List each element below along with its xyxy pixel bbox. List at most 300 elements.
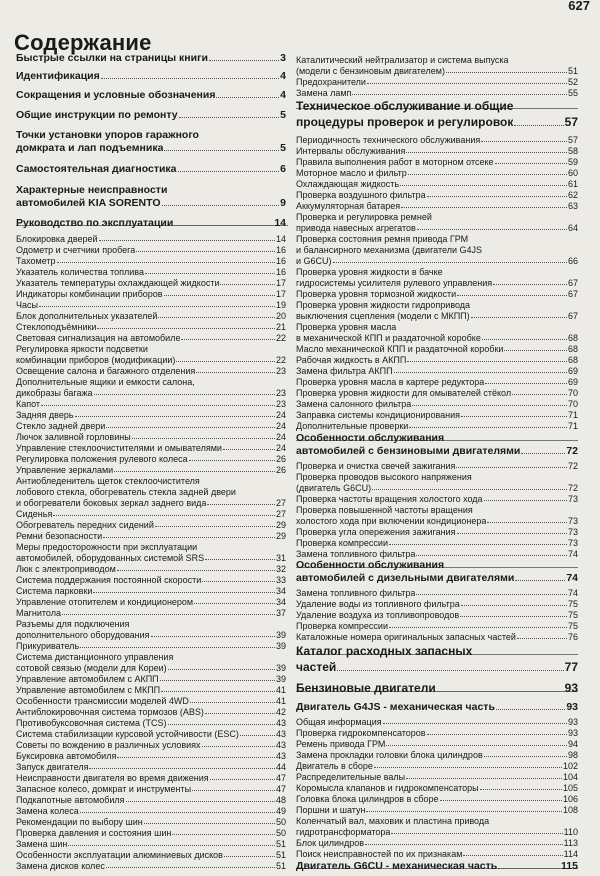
toc-entry-page: 3 (280, 52, 286, 64)
toc-entry-title: частей (296, 660, 337, 674)
toc-entry[interactable] (16, 783, 286, 794)
toc-entry[interactable] (16, 215, 286, 229)
toc-leader-dots (162, 205, 280, 206)
toc-entry-title: Тахометр (16, 256, 56, 266)
toc-leader-dots (514, 125, 563, 126)
toc-entry-page: 73 (567, 516, 578, 526)
toc-entry[interactable] (296, 598, 578, 609)
toc-entry-page: 22 (275, 355, 286, 365)
toc-entry-title: Предохранители (296, 77, 366, 87)
toc-entry[interactable] (16, 618, 286, 629)
toc-entry-title: Антиобледенитель щеток стеклоочистителя (16, 476, 200, 486)
toc-entry[interactable] (16, 486, 286, 497)
toc-entry-page: 14 (274, 217, 286, 229)
toc-entry[interactable] (16, 497, 286, 508)
toc-entry-page: 43 (275, 729, 286, 739)
toc-entry[interactable] (16, 195, 286, 209)
toc-leader-dots (117, 570, 275, 571)
toc-entry-page: 68 (567, 355, 578, 365)
toc-entry[interactable] (16, 107, 286, 121)
toc-entry-page: 24 (275, 410, 286, 420)
toc-entry[interactable] (296, 760, 578, 771)
toc-leader-dots (224, 856, 275, 857)
toc-entry[interactable] (296, 398, 578, 409)
toc-entry-page: 43 (275, 718, 286, 728)
toc-entry-page: 76 (567, 632, 578, 642)
toc-entry-page: 26 (275, 465, 286, 475)
toc-entry-title: Рабочая жидкость в АКПП (296, 355, 407, 365)
toc-entry-page: 77 (564, 660, 578, 674)
toc-entry[interactable] (16, 805, 286, 816)
toc-entry[interactable] (16, 508, 286, 519)
toc-entry[interactable] (16, 255, 286, 266)
toc-entry-title: Проверка повышенной частоты вращения (296, 505, 473, 515)
toc-entry[interactable] (296, 837, 578, 848)
toc-entry[interactable] (296, 266, 578, 277)
toc-entry-page: 67 (567, 311, 578, 321)
toc-entry[interactable] (16, 629, 286, 640)
toc-entry-page: 47 (275, 773, 286, 783)
toc-entry-title: Проверка уровня жидкости для омывателей стёкол (296, 388, 512, 398)
toc-entry-title: дикобразы багажа (16, 388, 93, 398)
toc-entry[interactable] (16, 332, 286, 343)
toc-entry-title: автомобилей KIA SORENTO (16, 197, 161, 209)
toc-entry[interactable] (296, 200, 578, 211)
toc-leader-dots (504, 350, 567, 351)
toc-entry[interactable] (16, 365, 286, 376)
toc-entry-title: Проверка угла опережения зажигания (296, 527, 456, 537)
toc-leader-dots (463, 855, 562, 856)
toc-entry-title: Самостоятельная диагностика (16, 163, 177, 175)
toc-entry[interactable] (16, 354, 286, 365)
page-number: 627 (568, 0, 590, 13)
toc-entry[interactable] (296, 65, 578, 76)
toc-leader-dots (427, 734, 567, 735)
toc-entry-page: 23 (275, 366, 286, 376)
toc-entry[interactable] (296, 858, 578, 872)
toc-entry[interactable] (296, 332, 578, 343)
toc-entry[interactable] (296, 515, 578, 526)
toc-leader-dots (487, 522, 567, 523)
toc-leader-dots (174, 225, 273, 226)
toc-entry[interactable] (16, 387, 286, 398)
toc-leader-dots (210, 779, 275, 780)
toc-entry[interactable] (16, 717, 286, 728)
toc-entry-title: Блок цилиндров (296, 838, 365, 848)
toc-entry-page: 43 (275, 740, 286, 750)
toc-entry[interactable] (16, 552, 286, 563)
toc-entry-title: Проверка уровня масла (296, 322, 397, 332)
toc-entry-title: Проверка и очистка свечей зажигания (296, 461, 456, 471)
toc-entry[interactable] (296, 727, 578, 738)
toc-entry-page: 61 (567, 179, 578, 189)
toc-entry[interactable] (296, 222, 578, 233)
toc-entry[interactable] (16, 233, 286, 244)
toc-leader-dots (196, 372, 275, 373)
toc-entry-page: 102 (562, 761, 578, 771)
toc-entry[interactable] (16, 475, 286, 486)
toc-entry[interactable] (16, 244, 286, 255)
toc-leader-dots (194, 603, 275, 604)
toc-entry-title: Проверка гидрокомпенсаторов (296, 728, 426, 738)
toc-entry[interactable] (16, 442, 286, 453)
toc-entry-title: Быстрые ссылки на страницы книги (16, 52, 208, 64)
toc-entry[interactable] (16, 739, 286, 750)
toc-entry-title: Общие инструкции по ремонту (16, 109, 178, 121)
toc-entry-page: 93 (567, 728, 578, 738)
toc-entry-page: 50 (275, 828, 286, 838)
toc-entry-title: Замена ламп (296, 88, 352, 98)
toc-entry[interactable] (296, 771, 578, 782)
toc-entry-title: домкрата и лап подъемника (16, 142, 164, 154)
toc-entry[interactable] (16, 140, 286, 154)
toc-entry[interactable] (16, 662, 286, 673)
toc-entry[interactable] (16, 794, 286, 805)
toc-entry-page: 41 (275, 696, 286, 706)
toc-entry-title: Часы (16, 300, 38, 310)
toc-entry[interactable] (296, 376, 578, 387)
toc-entry[interactable] (296, 815, 578, 826)
toc-leader-dots (181, 339, 275, 340)
toc-entry[interactable] (296, 631, 578, 642)
toc-entry-title: Задняя дверь (16, 410, 74, 420)
toc-entry-page: 72 (567, 483, 578, 493)
toc-entry-title: Проверка компрессии (296, 538, 388, 548)
toc-entry[interactable] (296, 76, 578, 87)
toc-entry[interactable] (16, 772, 286, 783)
toc-entry-page: 93 (566, 701, 578, 713)
toc-entry-title: Сиденья (16, 509, 53, 519)
toc-entry[interactable] (16, 299, 286, 310)
toc-entry[interactable] (16, 563, 286, 574)
toc-entry[interactable] (296, 679, 578, 695)
toc-entry[interactable] (16, 541, 286, 552)
toc-entry-page: 71 (567, 410, 578, 420)
toc-entry[interactable] (16, 728, 286, 739)
toc-entry-page: 69 (567, 366, 578, 376)
toc-entry[interactable] (296, 804, 578, 815)
toc-entry[interactable] (296, 526, 578, 537)
toc-entry[interactable] (296, 211, 578, 222)
toc-entry[interactable] (296, 482, 578, 493)
toc-entry-title: Каталог расходных запасных (296, 644, 473, 658)
toc-entry[interactable] (16, 849, 286, 860)
toc-leader-dots (484, 756, 567, 757)
toc-entry-title: выключения сцепления (модели с МКПП) (296, 311, 470, 321)
toc-entry[interactable] (16, 761, 286, 772)
toc-leader-dots (400, 185, 567, 186)
toc-entry-title: Указатель температуры охлаждающей жидкости (16, 278, 220, 288)
toc-leader-dots (155, 526, 275, 527)
toc-leader-dots (461, 605, 567, 606)
toc-entry-title: Проверка проводов высокого напряжения (296, 472, 472, 482)
toc-leader-dots (89, 768, 275, 769)
toc-entry-page: 68 (567, 344, 578, 354)
toc-entry-title: лобового стекла, обогреватель стекла задней двери (16, 487, 236, 497)
toc-entry-title: Система стабилизации курсовой устойчивости (ESC) (16, 729, 239, 739)
toc-entry-page: 34 (275, 586, 286, 596)
toc-entry[interactable] (296, 642, 578, 658)
toc-entry-title: в механической КПП и раздаточной коробке (296, 333, 481, 343)
toc-leader-dots (168, 724, 275, 725)
toc-entry[interactable] (296, 826, 578, 837)
toc-entry-title: Точки установки упоров гаражного (16, 129, 199, 141)
toc-entry-title: Аккумуляторная батарея (296, 201, 401, 211)
toc-entry[interactable] (16, 321, 286, 332)
toc-entry[interactable] (16, 50, 286, 64)
toc-entry[interactable] (16, 68, 286, 82)
toc-entry[interactable] (296, 716, 578, 727)
toc-entry-title: Удаление воды из топливного фильтра (296, 599, 460, 609)
toc-entry[interactable] (16, 750, 286, 761)
toc-entry[interactable] (16, 127, 286, 141)
toc-entry[interactable] (296, 321, 578, 332)
toc-entry-title: Обогреватель передних сидений (16, 520, 154, 530)
toc-entry-title: Проверка воздушного фильтра (296, 190, 426, 200)
toc-entry-title: Блок дополнительных указателей (16, 311, 158, 321)
toc-entry-page: 110 (563, 827, 578, 837)
toc-entry-page: 6 (280, 163, 286, 175)
toc-entry[interactable] (296, 782, 578, 793)
toc-entry-title: Капот (16, 399, 41, 409)
toc-entry[interactable] (296, 189, 578, 200)
toc-leader-dots (394, 372, 567, 373)
toc-leader-dots (205, 559, 275, 560)
toc-entry-title: Замена прокладки головки блока цилиндров (296, 750, 483, 760)
toc-leader-dots (172, 834, 275, 835)
toc-leader-dots (132, 438, 275, 439)
toc-entry-page: 70 (567, 388, 578, 398)
toc-entry-title: Ремни безопасности (16, 531, 103, 541)
toc-entry[interactable] (296, 557, 578, 571)
toc-entry[interactable] (296, 354, 578, 365)
toc-entry[interactable] (16, 420, 286, 431)
toc-entry[interactable] (296, 244, 578, 255)
toc-entry-page: 27 (275, 498, 286, 508)
toc-entry-title: сотовой связью (модели для Кореи) (16, 663, 167, 673)
toc-entry[interactable] (296, 167, 578, 178)
toc-entry[interactable] (296, 793, 578, 804)
toc-entry-page: 52 (567, 77, 578, 87)
toc-entry-title: Подкапотные автомобиля (16, 795, 125, 805)
toc-leader-dots (136, 251, 275, 252)
toc-leader-dots (240, 735, 275, 736)
toc-entry[interactable] (296, 288, 578, 299)
toc-entry[interactable] (16, 684, 286, 695)
toc-entry[interactable] (296, 113, 578, 129)
toc-entry[interactable] (296, 134, 578, 145)
toc-entry-title: Особенности обслуживания (296, 559, 445, 571)
toc-entry[interactable] (16, 453, 286, 464)
toc-entry[interactable] (296, 609, 578, 620)
toc-leader-dots (389, 627, 567, 628)
toc-entry[interactable] (296, 699, 578, 713)
toc-entry[interactable] (296, 493, 578, 504)
toc-entry[interactable] (16, 695, 286, 706)
toc-entry[interactable] (16, 596, 286, 607)
toc-entry[interactable] (16, 838, 286, 849)
toc-entry-page: 16 (275, 256, 286, 266)
toc-entry-page: 48 (275, 795, 286, 805)
toc-entry-title: Регулировка яркости подсветки (16, 344, 148, 354)
toc-leader-dots (456, 467, 567, 468)
toc-leader-dots (517, 638, 567, 639)
toc-entry[interactable] (16, 519, 286, 530)
toc-entry-page: 57 (567, 135, 578, 145)
toc-entry-title: Проверка уровня жидкости в бачке (296, 267, 443, 277)
toc-entry[interactable] (296, 504, 578, 515)
toc-entry-page: 73 (567, 538, 578, 548)
toc-entry-page: 27 (275, 509, 286, 519)
toc-entry[interactable] (16, 816, 286, 827)
toc-entry-title: Замена фильтра АКПП (296, 366, 393, 376)
toc-entry-title: привода навесных агрегатов (296, 223, 416, 233)
toc-entry[interactable] (16, 288, 286, 299)
toc-leader-dots (117, 757, 275, 758)
toc-entry-page: 5 (280, 142, 286, 154)
toc-entry[interactable] (16, 409, 286, 420)
toc-leader-dots (515, 580, 565, 581)
toc-entry[interactable] (296, 471, 578, 482)
toc-entry-title: процедуры проверок и регулировок (296, 115, 514, 129)
toc-entry[interactable] (296, 343, 578, 354)
toc-entry[interactable] (16, 343, 286, 354)
toc-entry[interactable] (16, 161, 286, 175)
toc-entry-page: 60 (567, 168, 578, 178)
toc-leader-dots (401, 207, 567, 208)
toc-leader-dots (161, 691, 275, 692)
toc-entry-title: Каталожные номера оригинальных запасных частей (296, 632, 516, 642)
toc-entry-title: Замена салонного фильтра (296, 399, 412, 409)
toc-entry[interactable] (296, 537, 578, 548)
toc-entry-page: 51 (567, 66, 578, 76)
toc-entry-page: 62 (567, 190, 578, 200)
toc-entry[interactable] (296, 460, 578, 471)
toc-entry[interactable] (296, 587, 578, 598)
toc-entry-title: Управление стеклоочистителями и омывателями (16, 443, 222, 453)
toc-entry-title: Особенности трансмиссии моделей 4WD (16, 696, 189, 706)
toc-entry[interactable] (296, 658, 578, 674)
toc-leader-dots (408, 174, 567, 175)
toc-entry-page: 41 (275, 685, 286, 695)
toc-entry-title: Дополнительные ящики и емкости салона, (16, 377, 195, 387)
toc-entry[interactable] (296, 365, 578, 376)
toc-leader-dots (461, 416, 567, 417)
toc-entry[interactable] (296, 387, 578, 398)
toc-entry[interactable] (296, 738, 578, 749)
toc-entry[interactable] (296, 620, 578, 631)
toc-entry[interactable] (296, 299, 578, 310)
toc-entry[interactable] (16, 310, 286, 321)
toc-entry[interactable] (296, 409, 578, 420)
toc-entry[interactable] (296, 54, 578, 65)
toc-entry-title: Освещение салона и багажного отделения (16, 366, 196, 376)
toc-entry[interactable] (16, 431, 286, 442)
toc-entry[interactable] (16, 860, 286, 871)
toc-leader-dots (223, 449, 275, 450)
toc-entry[interactable] (16, 651, 286, 662)
toc-entry-title: Одометр и счетчики пробега (16, 245, 136, 255)
toc-entry[interactable] (16, 607, 286, 618)
toc-leader-dots (366, 811, 562, 812)
toc-entry[interactable] (16, 464, 286, 475)
toc-entry-title: Разъемы для подключения (16, 619, 130, 629)
toc-entry-title: Рекомендации по выбору шин (16, 817, 143, 827)
toc-entry[interactable] (16, 277, 286, 288)
toc-leader-dots (498, 868, 560, 869)
toc-entry-title: и обогреватели боковых зеркал заднего вида (16, 498, 207, 508)
toc-entry[interactable] (16, 574, 286, 585)
toc-entry[interactable] (16, 87, 286, 101)
toc-entry[interactable] (296, 145, 578, 156)
toc-entry-title: Система поддержания постоянной скорости (16, 575, 202, 585)
toc-entry[interactable] (16, 530, 286, 541)
toc-entry-title: Коромысла клапанов и гидрокомпенсаторы (296, 783, 479, 793)
toc-entry-page: 74 (566, 572, 578, 584)
toc-entry[interactable] (16, 376, 286, 387)
toc-leader-dots (126, 801, 275, 802)
toc-entry[interactable] (16, 706, 286, 717)
toc-entry[interactable] (16, 398, 286, 409)
toc-leader-dots (94, 394, 275, 395)
toc-entry[interactable] (16, 640, 286, 651)
toc-leader-dots (365, 844, 563, 845)
toc-entry[interactable] (296, 255, 578, 266)
toc-entry[interactable] (296, 310, 578, 321)
toc-entry-page: 67 (567, 278, 578, 288)
toc-entry-page: 19 (275, 300, 286, 310)
toc-entry-title: Управление автомобилем с АКПП (16, 674, 159, 684)
toc-entry-page: 16 (275, 245, 286, 255)
toc-entry-title: Меры предосторожности при эксплуатации (16, 542, 198, 552)
toc-entry-page: 4 (280, 89, 286, 101)
toc-entry[interactable] (296, 749, 578, 760)
toc-entry-page: 74 (567, 588, 578, 598)
toc-entry-title: Руководство по эксплуатации (16, 217, 174, 229)
toc-entry-title: Ремень привода ГРМ (296, 739, 386, 749)
toc-entry-page: 55 (567, 88, 578, 98)
toc-entry[interactable] (296, 430, 578, 444)
toc-entry[interactable] (16, 673, 286, 684)
toc-leader-dots (446, 72, 567, 73)
toc-entry-title: Лючок заливной горловины (16, 432, 131, 442)
toc-entry[interactable] (16, 182, 286, 196)
toc-entry-title: автомобилей с бензиновыми двигателями (296, 445, 521, 457)
toc-entry[interactable] (296, 277, 578, 288)
toc-entry[interactable] (296, 570, 578, 584)
toc-entry[interactable] (296, 156, 578, 167)
toc-entry-title: Прикуриватель (16, 641, 80, 651)
toc-leader-dots (209, 60, 279, 61)
toc-leader-dots (144, 823, 275, 824)
toc-entry[interactable] (296, 443, 578, 457)
toc-entry[interactable] (296, 233, 578, 244)
toc-entry-page: 32 (275, 564, 286, 574)
toc-entry-page: 75 (567, 621, 578, 631)
toc-entry[interactable] (296, 178, 578, 189)
toc-entry[interactable] (16, 827, 286, 838)
toc-entry-title: Замена топливного фильтра (296, 588, 416, 598)
toc-leader-dots (220, 284, 275, 285)
toc-entry[interactable] (296, 97, 578, 113)
toc-entry[interactable] (16, 266, 286, 277)
toc-leader-dots (440, 800, 562, 801)
toc-entry-page: 42 (275, 707, 286, 717)
toc-entry-title: Противобуксовочная система (TCS) (16, 718, 167, 728)
toc-entry[interactable] (16, 585, 286, 596)
toc-entry-page: 29 (275, 520, 286, 530)
toc-leader-dots (484, 500, 567, 501)
